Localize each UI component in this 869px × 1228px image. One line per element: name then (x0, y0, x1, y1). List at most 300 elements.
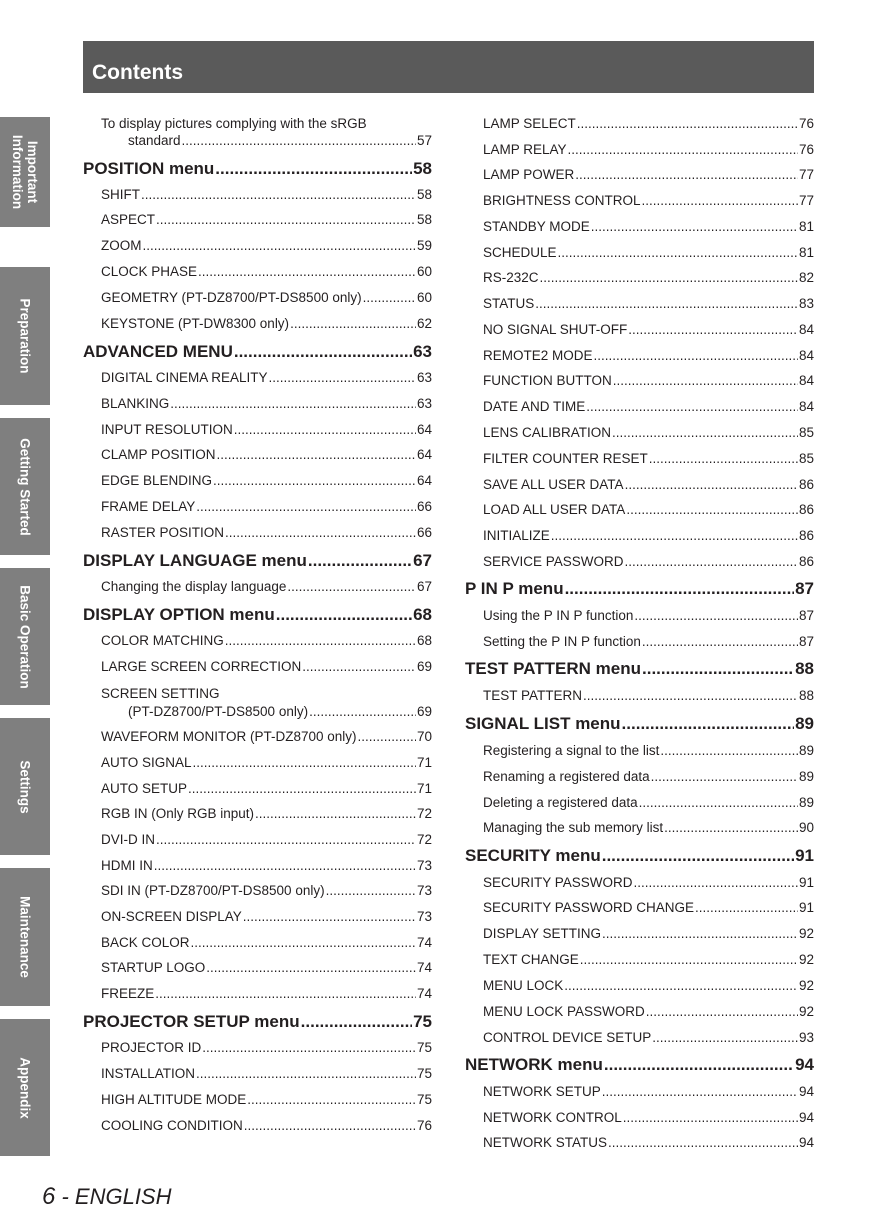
dot-leader (565, 579, 795, 599)
toc-section-display-language-menu[interactable] (83, 551, 432, 571)
toc-entry-lamp-power[interactable] (483, 167, 814, 182)
toc-entry-title: Registering a signal to the list (483, 743, 660, 758)
dot-leader (649, 451, 798, 466)
dot-leader (575, 167, 798, 182)
toc-entry-title: SIGNAL LIST menu (465, 714, 621, 733)
toc-entry-title: KEYSTONE (PT-DW8300 only) (101, 316, 290, 331)
toc-entry-raster-position[interactable] (101, 525, 432, 540)
dot-leader (358, 729, 416, 744)
toc-entry-page: 87 (798, 634, 814, 649)
toc-entry-pt-dz8700-pt-ds8500-only[interactable] (128, 704, 432, 719)
dot-leader (613, 373, 798, 388)
toc-entry-network-status[interactable] (483, 1135, 814, 1150)
toc-entry-sdi-in-pt-dz8700-pt-ds8500-only[interactable] (101, 883, 432, 898)
toc-entry-page: 94 (798, 1110, 814, 1125)
toc-entry-page: 85 (798, 425, 814, 440)
dot-leader (628, 322, 798, 337)
toc-entry-title: PROJECTOR SETUP menu (83, 1012, 300, 1031)
tab-label: Settings (17, 759, 33, 814)
dot-leader (234, 422, 416, 437)
toc-entry-title: STANDBY MODE (483, 219, 590, 234)
toc-entry-page: 94 (795, 1055, 814, 1074)
dot-leader (625, 477, 798, 492)
toc-entry-page: 73 (416, 883, 432, 898)
toc-entry-waveform-monitor-pt-dz8700-only[interactable] (101, 729, 432, 744)
toc-entry-title: EDGE BLENDING (101, 473, 213, 488)
tab-label: Basic Operation (17, 584, 33, 689)
dot-leader (651, 769, 798, 784)
footer-language: - ENGLISH (55, 1184, 172, 1209)
toc-entry-title: DISPLAY OPTION menu (83, 605, 275, 624)
toc-entry-title: Renaming a registered data (483, 769, 650, 784)
toc-entry-rs-232c[interactable] (483, 270, 814, 285)
toc-entry-page: 87 (798, 608, 814, 623)
dot-leader (625, 554, 798, 569)
toc-entry-title: SECURITY menu (465, 846, 601, 865)
dot-leader (196, 499, 416, 514)
toc-entry-digital-cinema-reality[interactable] (101, 370, 432, 385)
toc-entry-title: LARGE SCREEN CORRECTION (101, 659, 302, 674)
toc-section-signal-list-menu[interactable] (465, 714, 814, 734)
tab-settings[interactable] (0, 718, 50, 855)
page-title: Contents (92, 61, 183, 84)
toc-entry-title: standard (128, 133, 181, 148)
toc-entry-title: PROJECTOR ID (101, 1040, 202, 1055)
toc-entry-title: SDI IN (PT-DZ8700/PT-DS8500 only) (101, 883, 325, 898)
toc-entry-function-button[interactable] (483, 373, 814, 388)
toc-entry-page: 86 (798, 477, 814, 492)
dot-leader (577, 116, 798, 131)
toc-entry-page: 76 (798, 142, 814, 157)
toc-entry-page: 75 (416, 1092, 432, 1107)
toc-entry-title: LAMP RELAY (483, 142, 567, 157)
toc-entry-title: LOAD ALL USER DATA (483, 502, 626, 517)
toc-entry-registering-a-signal-to-the-list[interactable] (483, 743, 814, 758)
toc-entry-page: 94 (798, 1084, 814, 1099)
dot-leader (540, 270, 798, 285)
toc-entry-save-all-user-data[interactable] (483, 477, 814, 492)
dot-leader (234, 342, 412, 362)
toc-entry-title: RASTER POSITION (101, 525, 225, 540)
toc-entry-title: DISPLAY SETTING (483, 926, 602, 941)
dot-leader (302, 659, 416, 674)
toc-entry-title: BRIGHTNESS CONTROL (483, 193, 641, 208)
tab-label: Appendix (17, 1056, 33, 1119)
toc-entry-title: BACK COLOR (101, 935, 190, 950)
dot-leader (363, 290, 416, 305)
toc-entry-input-resolution[interactable] (101, 422, 432, 437)
toc-entry-title: WAVEFORM MONITOR (PT-DZ8700 only) (101, 729, 357, 744)
dot-leader (612, 425, 798, 440)
toc-entry-title: Using the P IN P function (483, 608, 634, 623)
toc-entry-page: 75 (416, 1066, 432, 1081)
toc-entry-title: COOLING CONDITION (101, 1118, 243, 1133)
toc-entry-title: ADVANCED MENU (83, 342, 233, 361)
toc-entry-network-control[interactable] (483, 1110, 814, 1125)
toc-entry-display-setting[interactable] (483, 926, 814, 941)
toc-entry-title: COLOR MATCHING (101, 633, 224, 648)
toc-entry-freeze[interactable] (101, 986, 432, 1001)
toc-entry-page: 58 (416, 187, 432, 202)
toc-entry-page: 58 (416, 212, 432, 227)
toc-entry-page: 68 (413, 605, 432, 624)
toc-entry-page: 57 (416, 133, 432, 148)
dot-leader (660, 743, 798, 758)
toc-entry-page: 86 (798, 528, 814, 543)
dot-leader (182, 133, 416, 148)
toc-entry-rgb-in-only-rgb-input[interactable] (101, 806, 432, 821)
dot-leader (308, 551, 412, 571)
toc-entry-page: 70 (416, 729, 432, 744)
dot-leader (639, 795, 798, 810)
toc-entry-title: TEST PATTERN menu (465, 659, 641, 678)
toc-entry-title: NETWORK SETUP (483, 1084, 601, 1099)
dot-leader (580, 952, 798, 967)
toc-section-position-menu[interactable] (83, 159, 432, 179)
toc-entry-page: 60 (416, 264, 432, 279)
toc-entry-page: 91 (795, 846, 814, 865)
toc-entry-page: 92 (798, 1004, 814, 1019)
dot-leader (623, 1110, 798, 1125)
dot-leader (622, 714, 795, 734)
toc-entry-title: Managing the sub memory list (483, 820, 664, 835)
toc-entry-page: 76 (798, 116, 814, 131)
toc-entry-title: CLAMP POSITION (101, 447, 216, 462)
toc-entry-title: DVI-D IN (101, 832, 155, 847)
dot-leader (202, 1040, 416, 1055)
toc-entry-page: 59 (416, 238, 432, 253)
toc-entry-page: 67 (413, 551, 432, 570)
toc-entry-page: 86 (798, 502, 814, 517)
dot-leader (695, 900, 798, 915)
toc-entry-startup-logo[interactable] (101, 960, 432, 975)
toc-entry-date-and-time[interactable] (483, 399, 814, 414)
toc-entry-title: FUNCTION BUTTON (483, 373, 612, 388)
toc-entry-page: 77 (798, 167, 814, 182)
toc-entry-auto-signal[interactable] (101, 755, 432, 770)
toc-entry-using-the-p-in-p-function[interactable] (483, 608, 814, 623)
toc-entry-changing-the-display-language[interactable] (101, 579, 432, 594)
toc-entry-page: 91 (798, 875, 814, 890)
toc-entry-title: HIGH ALTITUDE MODE (101, 1092, 247, 1107)
toc-entry-page: 89 (798, 743, 814, 758)
toc-entry-page: 92 (798, 926, 814, 941)
toc-entry-page: 64 (416, 447, 432, 462)
toc-entry-zoom[interactable] (101, 238, 432, 253)
toc-entry-menu-lock-password[interactable] (483, 1004, 814, 1019)
toc-entry-remote2-mode[interactable] (483, 348, 814, 363)
dot-leader (535, 296, 798, 311)
toc-entry-menu-lock[interactable] (483, 978, 814, 993)
dot-leader (558, 245, 798, 260)
toc-entry-title: NETWORK STATUS (483, 1135, 607, 1150)
toc-entry-title: INPUT RESOLUTION (101, 422, 233, 437)
toc-entry-page: 69 (416, 659, 432, 674)
toc-entry-service-password[interactable] (483, 554, 814, 569)
toc-entry-page: 92 (798, 978, 814, 993)
toc-entry-title: LAMP POWER (483, 167, 575, 182)
toc-entry-page: 69 (416, 704, 432, 719)
toc-entry-page: 74 (416, 986, 432, 1001)
toc-entry-page: 62 (416, 316, 432, 331)
tab-getting-started[interactable] (0, 418, 50, 555)
toc-entry-shift[interactable] (101, 187, 432, 202)
dot-leader (664, 820, 798, 835)
toc-entry-text-change[interactable] (483, 952, 814, 967)
toc-entry-page: 72 (416, 806, 432, 821)
dot-leader (568, 142, 798, 157)
toc-entry-security-password[interactable] (483, 875, 814, 890)
toc-entry-no-signal-shut-off[interactable] (483, 322, 814, 337)
toc-entry-page: 77 (798, 193, 814, 208)
dot-leader (594, 348, 798, 363)
toc-entry-title: Setting the P IN P function (483, 634, 641, 649)
toc-entry-title: POSITION menu (83, 159, 215, 178)
toc-entry-title: (PT-DZ8700/PT-DS8500 only) (128, 704, 309, 719)
toc-entry-color-matching[interactable] (101, 633, 432, 648)
dot-leader (225, 525, 416, 540)
dot-leader (642, 193, 798, 208)
toc-entry-clamp-position[interactable] (101, 447, 432, 462)
toc-section-p-in-p-menu[interactable] (465, 579, 814, 599)
dot-leader (583, 688, 798, 703)
toc-entry-title: INITIALIZE (483, 528, 550, 543)
toc-entry-dvi-d-in[interactable] (101, 832, 432, 847)
dot-leader (206, 960, 416, 975)
toc-entry-title: DISPLAY LANGUAGE menu (83, 551, 307, 570)
toc-entry-page: 71 (416, 781, 432, 796)
toc-entry-page: 68 (416, 633, 432, 648)
dot-leader (170, 396, 416, 411)
toc-entry-title: SECURITY PASSWORD CHANGE (483, 900, 695, 915)
toc-entry-page: 74 (416, 935, 432, 950)
dot-leader (634, 608, 798, 623)
toc-entry-page: 74 (416, 960, 432, 975)
dot-leader (188, 781, 416, 796)
toc-section-advanced-menu[interactable] (83, 342, 432, 362)
toc-entry-title: SECURITY PASSWORD (483, 875, 633, 890)
toc-entry-lens-calibration[interactable] (483, 425, 814, 440)
toc-entry-edge-blending[interactable] (101, 473, 432, 488)
toc-entry-managing-the-sub-memory-list[interactable] (483, 820, 814, 835)
toc-entry-page: 89 (795, 714, 814, 733)
toc-entry-page: 84 (798, 399, 814, 414)
dot-leader (225, 633, 416, 648)
tab-label: Preparation (17, 298, 33, 374)
toc-entry-page: 94 (798, 1135, 814, 1150)
toc-entry-title: TEST PATTERN (483, 688, 583, 703)
toc-entry-auto-setup[interactable] (101, 781, 432, 796)
toc-entry-brightness-control[interactable] (483, 193, 814, 208)
toc-entry-page: 63 (416, 396, 432, 411)
toc-entry-page: 64 (416, 473, 432, 488)
tab-appendix[interactable] (0, 1019, 50, 1156)
toc-entry-load-all-user-data[interactable] (483, 502, 814, 517)
toc-entry-lamp-select[interactable] (483, 116, 814, 131)
toc-entry-page: 63 (416, 370, 432, 385)
toc-entry-blanking[interactable] (101, 396, 432, 411)
toc-entry-title: RGB IN (Only RGB input) (101, 806, 255, 821)
dot-leader (591, 219, 798, 234)
dot-leader (564, 978, 798, 993)
toc-entry-page: 81 (798, 219, 814, 234)
dot-leader (244, 1118, 416, 1133)
dot-leader (193, 755, 416, 770)
toc-entry-page: 88 (798, 688, 814, 703)
toc-entry-title: SCHEDULE (483, 245, 557, 260)
toc-section-test-pattern-menu[interactable] (465, 659, 814, 679)
toc-entry-cooling-condition[interactable] (101, 1118, 432, 1133)
dot-leader (551, 528, 798, 543)
toc-section-projector-setup-menu[interactable] (83, 1012, 432, 1032)
toc-entry-filter-counter-reset[interactable] (483, 451, 814, 466)
toc-entry-title: CONTROL DEVICE SETUP (483, 1030, 652, 1045)
dot-leader (215, 159, 412, 179)
toc-entry-page: 93 (798, 1030, 814, 1045)
dot-leader (634, 875, 798, 890)
toc-entry-page: 84 (798, 373, 814, 388)
toc-entry-page: 60 (416, 290, 432, 305)
toc-entry-title: AUTO SETUP (101, 781, 188, 796)
toc-entry-initialize[interactable] (483, 528, 814, 543)
toc-entry-test-pattern[interactable] (483, 688, 814, 703)
toc-entry-page: 84 (798, 322, 814, 337)
toc-entry-clock-phase[interactable] (101, 264, 432, 279)
dot-leader (602, 846, 794, 866)
tab-basic-operation[interactable] (0, 568, 50, 705)
toc-entry-title: NETWORK menu (465, 1055, 603, 1074)
toc-entry-title: DIGITAL CINEMA REALITY (101, 370, 268, 385)
dot-leader (198, 264, 416, 279)
toc-intro-line: To display pictures complying with the sRGB (101, 116, 367, 131)
dot-leader (156, 212, 416, 227)
toc-entry-page: 89 (798, 769, 814, 784)
toc-entry-title: CLOCK PHASE (101, 264, 198, 279)
toc-entry-title: HDMI IN (101, 858, 153, 873)
toc-screen-setting-line: SCREEN SETTING (101, 686, 220, 701)
toc-entry-high-altitude-mode[interactable] (101, 1092, 432, 1107)
dot-leader (191, 935, 416, 950)
toc-section-network-menu[interactable] (465, 1055, 814, 1075)
tab-label: Getting Started (17, 437, 33, 536)
toc-entry-page: 89 (798, 795, 814, 810)
toc-entry-frame-delay[interactable] (101, 499, 432, 514)
toc-entry-standard[interactable] (128, 133, 432, 148)
toc-entry-page: 91 (798, 900, 814, 915)
toc-entry-title: P IN P menu (465, 579, 564, 598)
toc-entry-title: TEXT CHANGE (483, 952, 579, 967)
toc-entry-setting-the-p-in-p-function[interactable] (483, 634, 814, 649)
toc-entry-title: AUTO SIGNAL (101, 755, 192, 770)
toc-entry-back-color[interactable] (101, 935, 432, 950)
toc-entry-page: 88 (795, 659, 814, 678)
toc-entry-title: LENS CALIBRATION (483, 425, 612, 440)
toc-entry-page: 87 (795, 579, 814, 598)
dot-leader (217, 447, 416, 462)
toc-entry-title: NO SIGNAL SHUT-OFF (483, 322, 628, 337)
dot-leader (586, 399, 798, 414)
toc-entry-title: ASPECT (101, 212, 156, 227)
toc-entry-title: NETWORK CONTROL (483, 1110, 622, 1125)
toc-entry-deleting-a-registered-data[interactable] (483, 795, 814, 810)
dot-leader (269, 370, 416, 385)
toc-entry-page: 63 (413, 342, 432, 361)
toc-entry-page: 85 (798, 451, 814, 466)
toc-entry-page: 83 (798, 296, 814, 311)
dot-leader (155, 986, 416, 1001)
toc-entry-title: ON-SCREEN DISPLAY (101, 909, 242, 924)
dot-leader (156, 832, 416, 847)
toc-entry-projector-id[interactable] (101, 1040, 432, 1055)
toc-entry-title: FREEZE (101, 986, 155, 1001)
toc-entry-network-setup[interactable] (483, 1084, 814, 1099)
dot-leader (652, 1030, 798, 1045)
toc-section-display-option-menu[interactable] (83, 605, 432, 625)
toc-entry-title: LAMP SELECT (483, 116, 576, 131)
toc-entry-title: MENU LOCK (483, 978, 564, 993)
toc-entry-on-screen-display[interactable] (101, 909, 432, 924)
toc-entry-aspect[interactable] (101, 212, 432, 227)
tab-label: Important Information (10, 134, 40, 210)
toc-entry-title: STARTUP LOGO (101, 960, 206, 975)
toc-entry-title: FRAME DELAY (101, 499, 196, 514)
toc-entry-installation[interactable] (101, 1066, 432, 1081)
dot-leader (154, 858, 416, 873)
dot-leader (276, 605, 412, 625)
toc-entry-page: 58 (413, 159, 432, 178)
toc-section-security-menu[interactable] (465, 846, 814, 866)
toc-entry-title: DATE AND TIME (483, 399, 586, 414)
toc-entry-hdmi-in[interactable] (101, 858, 432, 873)
toc-entry-title: SERVICE PASSWORD (483, 554, 624, 569)
toc-entry-page: 84 (798, 348, 814, 363)
toc-entry-page: 72 (416, 832, 432, 847)
toc-entry-page: 90 (798, 820, 814, 835)
dot-leader (626, 502, 798, 517)
toc-entry-large-screen-correction[interactable] (101, 659, 432, 674)
toc-entry-status[interactable] (483, 296, 814, 311)
tab-label: Maintenance (17, 896, 33, 978)
contents-header-bar (83, 41, 814, 93)
dot-leader (243, 909, 416, 924)
toc-entry-security-password-change[interactable] (483, 900, 814, 915)
toc-entry-page: 66 (416, 525, 432, 540)
toc-entry-lamp-relay[interactable] (483, 142, 814, 157)
toc-entry-title: INSTALLATION (101, 1066, 196, 1081)
toc-entry-title: SHIFT (101, 187, 140, 202)
dot-leader (608, 1135, 798, 1150)
toc-entry-page: 67 (416, 579, 432, 594)
toc-entry-page: 73 (416, 909, 432, 924)
toc-entry-schedule[interactable] (483, 245, 814, 260)
toc-entry-title: RS-232C (483, 270, 539, 285)
toc-entry-title: GEOMETRY (PT-DZ8700/PT-DS8500 only) (101, 290, 362, 305)
toc-entry-keystone-pt-dw8300-only[interactable] (101, 316, 432, 331)
toc-entry-control-device-setup[interactable] (483, 1030, 814, 1045)
toc-entry-title: BLANKING (101, 396, 170, 411)
dot-leader (247, 1092, 416, 1107)
toc-entry-title: REMOTE2 MODE (483, 348, 593, 363)
tab-maintenance[interactable] (0, 868, 50, 1006)
toc-entry-standby-mode[interactable] (483, 219, 814, 234)
dot-leader (602, 926, 798, 941)
toc-entry-renaming-a-registered-data[interactable] (483, 769, 814, 784)
tab-preparation[interactable] (0, 267, 50, 405)
tab-important-information[interactable] (0, 117, 50, 227)
toc-entry-geometry-pt-dz8700-pt-ds8500-only[interactable] (101, 290, 432, 305)
dot-leader (309, 704, 416, 719)
toc-entry-page: 81 (798, 245, 814, 260)
